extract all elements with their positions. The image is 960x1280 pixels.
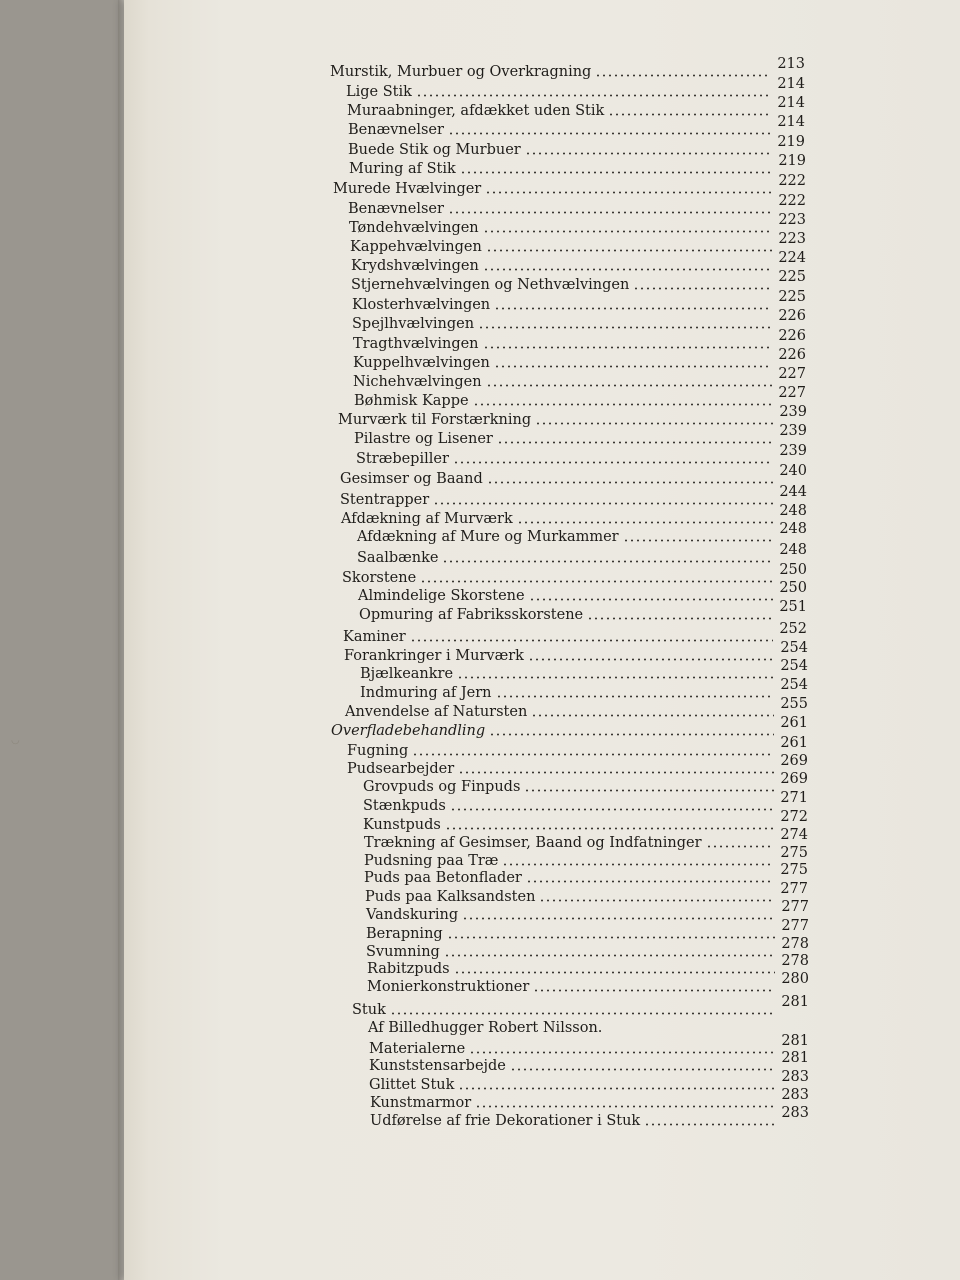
toc-entry xyxy=(356,443,807,468)
toc-entry-title: Stænkpuds xyxy=(363,798,446,814)
toc-entry-title: Puds paa Betonflader xyxy=(364,870,522,886)
dot-leader xyxy=(494,365,772,368)
toc-entry-title: Anvendelse af Natursten xyxy=(345,704,528,720)
toc-entry-page-number: 223 xyxy=(778,231,806,247)
toc-entry-page-number: 250 xyxy=(779,562,807,578)
toc-entry-page-number: 278 xyxy=(781,953,809,969)
toc-entry xyxy=(364,862,808,887)
toc-entry-title: Glittet Stuk xyxy=(369,1077,455,1093)
toc-entry xyxy=(363,790,808,815)
toc-entry-page-number: 239 xyxy=(779,443,807,459)
dot-leader xyxy=(473,403,772,406)
toc-entry xyxy=(352,308,806,333)
toc-entry-title: Kunststensarbejde xyxy=(369,1058,506,1074)
toc-entry-title: Saalbænke xyxy=(357,550,439,566)
toc-entry xyxy=(370,1087,809,1112)
toc-entry-page-number: 250 xyxy=(779,580,807,596)
toc-entry-title: Murstik, Murbuer og Overkragning xyxy=(330,64,592,80)
dot-leader xyxy=(469,1051,775,1054)
dot-leader xyxy=(633,287,772,290)
toc-entry-title: Fugning xyxy=(347,743,409,759)
toc-entry-page-number: 226 xyxy=(778,347,806,363)
dot-leader xyxy=(539,899,774,902)
toc-entry xyxy=(346,76,805,101)
dot-leader xyxy=(410,639,773,642)
toc-entry xyxy=(349,153,806,178)
toc-entry xyxy=(369,1069,809,1094)
toc-entry-page-number: 248 xyxy=(779,503,807,519)
toc-entry xyxy=(364,827,808,852)
dot-leader xyxy=(447,936,775,939)
dot-leader xyxy=(453,461,773,464)
toc-entry xyxy=(358,580,807,605)
toc-entry-page-number: 277 xyxy=(781,899,809,915)
toc-entry-title: Bøhmisk Kappe xyxy=(354,393,469,409)
toc-entry xyxy=(338,404,807,429)
toc-entry-title: Afdækning af Mure og Murkammer xyxy=(357,529,619,545)
toc-entry xyxy=(344,640,808,665)
toc-entry xyxy=(347,753,808,778)
dot-leader xyxy=(462,917,775,920)
toc-entry-page-number: 275 xyxy=(780,845,808,861)
toc-entry-title: Puds paa Kalksandsten xyxy=(365,889,536,905)
dot-leader xyxy=(706,845,774,848)
stuk-author-note: Af Billedhugger Robert Nilsson. xyxy=(368,1020,603,1036)
toc-entry-page-number: 214 xyxy=(777,95,805,111)
toc-entry-title: Rabitzpuds xyxy=(367,961,450,977)
dot-leader xyxy=(412,753,774,756)
toc-entry-title: Buede Stik og Murbuer xyxy=(348,142,521,158)
toc-entry-page-number: 283 xyxy=(781,1087,809,1103)
toc-entry xyxy=(360,677,808,702)
toc-entry xyxy=(353,366,806,391)
toc-entry-title: Lige Stik xyxy=(346,84,412,100)
dot-leader xyxy=(444,954,775,957)
dot-leader xyxy=(483,230,772,233)
toc-entry-title: Klosterhvælvingen xyxy=(352,297,491,313)
toc-entry-title: Monierkonstruktioner xyxy=(367,979,530,995)
toc-entry xyxy=(360,658,808,683)
dot-leader xyxy=(517,521,773,524)
dot-leader xyxy=(535,422,773,425)
toc-entry-page-number: 283 xyxy=(781,1105,809,1121)
toc-entry-title: Muraabninger, afdækket uden Stik xyxy=(347,103,605,119)
toc-entry xyxy=(350,231,806,256)
toc-entry xyxy=(367,953,809,978)
toc-entry xyxy=(348,114,805,139)
toc-entry xyxy=(351,269,806,294)
dot-leader xyxy=(487,481,773,484)
toc-entry-title: Udførelse af frie Dekorationer i Stuk xyxy=(370,1113,641,1129)
dot-leader xyxy=(485,191,772,194)
toc-entry xyxy=(352,994,809,1019)
toc-entry-title: Benævnelser xyxy=(348,122,444,138)
toc-entry-page-number: 222 xyxy=(778,193,806,209)
toc-entry-title: Stuk xyxy=(352,1002,386,1018)
toc-entry xyxy=(348,193,806,218)
dot-leader xyxy=(494,307,772,310)
toc-entry-page-number: 224 xyxy=(778,250,806,266)
toc-entry-page-number: 277 xyxy=(781,918,809,934)
toc-entry-page-number: 271 xyxy=(780,790,808,806)
toc-entry-page-number: 261 xyxy=(780,715,808,731)
toc-entry-title: Afdækning af Murværk xyxy=(341,511,513,527)
toc-entry-title: Almindelige Skorstene xyxy=(358,588,525,604)
dot-leader xyxy=(489,733,774,736)
dot-leader xyxy=(483,268,772,271)
toc-entry xyxy=(367,971,809,996)
toc-entry-page-number: 248 xyxy=(779,521,807,537)
toc-entry-title: Berapning xyxy=(366,926,443,942)
toc-entry-page-number: 226 xyxy=(778,308,806,324)
dot-leader xyxy=(483,346,772,349)
toc-entry xyxy=(347,95,805,120)
toc-entry xyxy=(341,503,807,528)
toc-entry xyxy=(352,289,806,314)
dot-leader xyxy=(496,695,774,698)
toc-entry-title: Kunstmarmor xyxy=(370,1095,472,1111)
toc-entry xyxy=(354,423,807,448)
dot-leader xyxy=(524,789,774,792)
toc-entry-page-number: 269 xyxy=(780,753,808,769)
toc-entry-title: Opmuring af Fabriksskorstene xyxy=(359,607,584,623)
toc-entry-title: Tøndehvælvingen xyxy=(349,220,479,236)
toc-entry-page-number: 254 xyxy=(780,640,808,656)
toc-entry xyxy=(363,809,808,834)
dot-leader xyxy=(608,113,771,116)
dot-leader xyxy=(475,1105,775,1108)
dot-leader xyxy=(529,598,773,601)
dot-leader xyxy=(510,1068,775,1071)
toc-entry-title: Svumning xyxy=(366,944,440,960)
toc-entry-title: Vandskuring xyxy=(366,907,459,923)
toc-entry-title: Spejlhvælvingen xyxy=(352,316,475,332)
toc-entry xyxy=(357,521,807,546)
toc-entry-title: Bjælkeankre xyxy=(360,666,454,682)
toc-entry xyxy=(349,212,806,237)
toc-entry-page-number: 219 xyxy=(778,153,806,169)
dot-leader xyxy=(457,676,774,679)
toc-entry xyxy=(359,599,807,624)
toc-entry-title: Stræbepiller xyxy=(356,451,449,467)
toc-entry-page-number: 254 xyxy=(780,658,808,674)
dot-leader xyxy=(623,539,773,542)
dot-leader xyxy=(497,441,773,444)
toc-entry-page-number: 254 xyxy=(780,677,808,693)
toc-entry xyxy=(365,881,808,906)
toc-entry-page-number: 283 xyxy=(781,1069,809,1085)
toc-entry-page-number: 239 xyxy=(779,423,807,439)
toc-entry-title: Kappehvælvingen xyxy=(350,239,482,255)
toc-entry xyxy=(363,771,808,796)
toc-entry-page-number: 280 xyxy=(781,971,809,987)
toc-entry-page-number: 277 xyxy=(780,881,808,897)
dot-leader xyxy=(486,249,772,252)
toc-entry xyxy=(369,1050,809,1075)
toc-entry-page-number: 222 xyxy=(778,173,806,189)
dot-leader xyxy=(502,863,774,866)
dot-leader xyxy=(587,617,773,620)
toc-entry-title: Kunstpuds xyxy=(363,817,441,833)
toc-entry-page-number: 261 xyxy=(780,735,808,751)
toc-entry-page-number: 227 xyxy=(778,366,806,382)
toc-entry-page-number: 275 xyxy=(780,862,808,878)
dot-leader xyxy=(458,1087,775,1090)
toc-entry xyxy=(331,715,808,740)
toc-entry-page-number: 251 xyxy=(779,599,807,615)
toc-entry-title: Stjernehvælvingen og Nethvælvingen xyxy=(351,277,630,293)
dot-leader xyxy=(595,74,771,77)
toc-entry-page-number: 227 xyxy=(778,385,806,401)
toc-entry-page-number: 213 xyxy=(777,56,805,72)
toc-entry-page-number: 226 xyxy=(778,328,806,344)
toc-entry xyxy=(342,562,807,587)
toc-entry-title: Murværk til Forstærkning xyxy=(338,412,532,428)
toc-entry xyxy=(366,918,809,943)
toc-entry-page-number: 278 xyxy=(781,936,809,952)
toc-entry xyxy=(347,735,808,760)
dot-leader xyxy=(478,326,772,329)
toc-entry-page-number: 252 xyxy=(779,621,807,637)
toc-entry xyxy=(330,56,805,81)
toc-entry-page-number: 244 xyxy=(779,484,807,500)
toc-entry-title: Overfladebehandling xyxy=(331,723,486,739)
toc-entry-page-number: 248 xyxy=(779,542,807,558)
toc-entry-title: Stentrapper xyxy=(340,492,430,508)
dot-leader xyxy=(486,384,772,387)
page-mark: ◡ xyxy=(11,735,20,746)
toc-entry-page-number: 223 xyxy=(778,212,806,228)
toc-entry-title: Grovpuds og Finpuds xyxy=(363,779,521,795)
dot-leader xyxy=(448,211,772,214)
dot-leader xyxy=(525,152,771,155)
dot-leader xyxy=(445,827,774,830)
toc-entry-title: Pudsearbejder xyxy=(347,761,455,777)
dot-leader xyxy=(526,880,774,883)
toc-entry xyxy=(348,134,805,159)
toc-entry xyxy=(343,621,807,646)
dot-leader xyxy=(442,560,773,563)
toc-entry-page-number: 225 xyxy=(778,269,806,285)
toc-entry-title: Pudsning paa Træ xyxy=(364,853,499,869)
dot-leader xyxy=(390,1012,775,1015)
dot-leader xyxy=(533,989,775,992)
dot-leader xyxy=(644,1123,775,1126)
toc-entry xyxy=(340,463,807,488)
toc-entry-title: Pilastre og Lisener xyxy=(354,431,493,447)
dot-leader xyxy=(528,658,774,661)
toc-entry-page-number: 214 xyxy=(777,114,805,130)
toc-entry-page-number: 269 xyxy=(780,771,808,787)
toc-entry-page-number: 240 xyxy=(779,463,807,479)
dot-leader xyxy=(433,502,773,505)
toc-entry-title: Benævnelser xyxy=(348,201,444,217)
dot-leader xyxy=(531,714,774,717)
dot-leader xyxy=(416,94,771,97)
dot-leader xyxy=(454,971,775,974)
toc-entry xyxy=(366,899,809,924)
dot-leader xyxy=(450,808,774,811)
toc-entry-page-number: 274 xyxy=(780,827,808,843)
toc-entry-title: Muring af Stik xyxy=(349,161,456,177)
toc-entry-page-number: 281 xyxy=(781,1050,809,1066)
toc-entry-title: Gesimser og Baand xyxy=(340,471,483,487)
toc-entry-title: Skorstene xyxy=(342,570,417,586)
dot-leader xyxy=(458,771,774,774)
toc-entry-title: Forankringer i Murværk xyxy=(344,648,524,664)
toc-entry-title: Murede Hvælvinger xyxy=(333,181,482,197)
toc-entry-page-number: 281 xyxy=(781,994,809,1010)
toc-entry xyxy=(357,542,807,567)
toc-entry-page-number: 281 xyxy=(781,1033,809,1049)
toc-entry-page-number: 219 xyxy=(777,134,805,150)
toc-entry-page-number: 214 xyxy=(777,76,805,92)
toc-entry-page-number: 255 xyxy=(780,696,808,712)
toc-entry-title: Nichehvælvingen xyxy=(353,374,482,390)
toc-entry-title: Kaminer xyxy=(343,629,406,645)
toc-entry xyxy=(353,347,806,372)
toc-entry xyxy=(354,385,806,410)
toc-entry-page-number: 225 xyxy=(778,289,806,305)
toc-entry xyxy=(345,696,808,721)
toc-entry-page-number: 272 xyxy=(780,809,808,825)
dot-leader xyxy=(420,580,773,583)
toc-entry-title: Trækning af Gesimser, Baand og Indfatninger xyxy=(364,835,702,851)
toc-entry-title: Tragthvælvingen xyxy=(353,336,479,352)
toc-entry-page-number: 239 xyxy=(779,404,807,420)
toc-entry xyxy=(353,328,806,353)
toc-entry xyxy=(351,250,806,275)
toc-entry xyxy=(333,173,806,198)
toc-entry-title: Materialerne xyxy=(369,1041,466,1057)
dot-leader xyxy=(448,132,771,135)
toc-entry-title: Kuppelhvælvingen xyxy=(353,355,490,371)
toc-entry-title: Indmuring af Jern xyxy=(360,685,492,701)
toc-entry xyxy=(340,484,807,509)
dot-leader xyxy=(460,171,772,174)
toc-entry xyxy=(370,1105,809,1130)
toc-entry-title: Krydshvælvingen xyxy=(351,258,479,274)
